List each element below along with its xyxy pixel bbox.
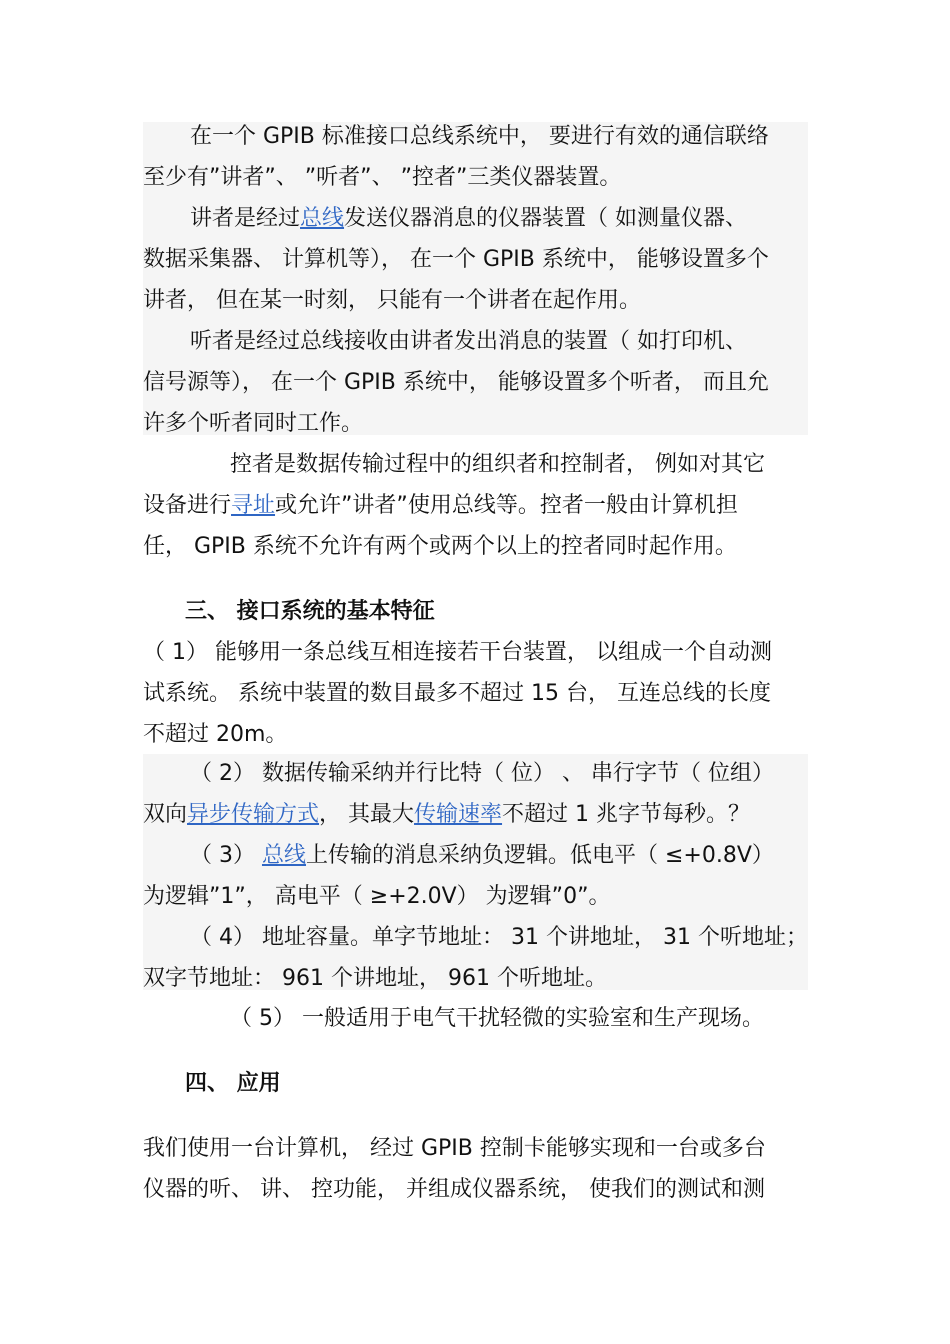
list-item-line <box>190 836 774 876</box>
text-span: 不超过 1 兆字节每秒。？ <box>502 802 751 827</box>
paragraph-line: 仪器的听、 讲、 控功能， 并组成仪器系统， 使我们的测试和测 <box>143 1177 765 1202</box>
list-item-line <box>143 795 750 835</box>
list-item-line: 不超过 20m。 <box>143 722 288 747</box>
async-transfer-link[interactable]: 异步传输方式 <box>187 802 320 827</box>
list-item-line: （ 5） 一般适用于电气干扰轻微的实验室和生产现场。 <box>230 1006 764 1031</box>
paragraph-line: 我们使用一台计算机， 经过 GPIB 控制卡能够实现和一台或多台 <box>143 1136 766 1161</box>
transfer-rate-link[interactable]: 传输速率 <box>414 802 503 827</box>
section-heading: 三、 接口系统的基本特征 <box>185 599 435 624</box>
addressing-link[interactable]: 寻址 <box>231 493 276 518</box>
bus-link[interactable]: 总线 <box>261 843 306 868</box>
text-span: 双向 <box>143 802 188 827</box>
text-span: 或允许”讲者”使用总线等。控者一般由计算机担 <box>275 493 738 518</box>
list-item-line: 试系统。 系统中装置的数目最多不超过 15 台， 互连总线的长度 <box>143 681 771 706</box>
paragraph-line: 控者是数据传输过程中的组织者和控制者， 例如对其它 <box>230 452 765 477</box>
text-span: 设备进行 <box>143 493 232 518</box>
paragraph-line <box>190 199 747 239</box>
paragraph-line: 信号源等）， 在一个 GPIB 系统中， 能够设置多个听者， 而且允 <box>143 370 769 395</box>
list-item-line: （ 2） 数据传输采纳并行比特（ 位） 、 串行字节（ 位组） <box>190 761 774 786</box>
text-span: ， 其最大 <box>319 802 415 827</box>
text-span: 上传输的消息采纳负逻辑。低电平（ ≤+0.8V） <box>306 843 774 868</box>
text-span: 发送仪器消息的仪器装置（ 如测量仪器、 <box>344 206 748 231</box>
text-span: 讲者是经过 <box>190 206 301 231</box>
list-item-line: 双字节地址： 961 个讲地址， 961 个听地址。 <box>143 966 607 991</box>
text-span: （ 3） <box>190 843 262 868</box>
list-item-line: （ 1） 能够用一条总线互相连接若干台装置， 以组成一个自动测 <box>143 640 772 665</box>
list-item-line: 为逻辑”1”， 高电平（ ≥+2.0V） 为逻辑”0”。 <box>143 884 611 909</box>
paragraph-line: 听者是经过总线接收由讲者发出消息的装置（ 如打印机、 <box>190 329 747 354</box>
section-heading: 四、 应用 <box>185 1071 281 1096</box>
paragraph-line: 任， GPIB 系统不允许有两个或两个以上的控者同时起作用。 <box>143 534 737 559</box>
paragraph-line: 在一个 GPIB 标准接口总线系统中， 要进行有效的通信联络 <box>190 124 769 149</box>
paragraph-line: 至少有”讲者”、 ”听者”、 ”控者”三类仪器装置。 <box>143 165 622 190</box>
paragraph-line: 许多个听者同时工作。 <box>143 411 364 436</box>
bus-link[interactable]: 总线 <box>300 206 345 231</box>
list-item-line: （ 4） 地址容量。单字节地址： 31 个讲地址， 31 个听地址； <box>190 925 808 950</box>
paragraph-line: 讲者， 但在某一时刻， 只能有一个讲者在起作用。 <box>143 288 641 313</box>
paragraph-line: 数据采集器、 计算机等）， 在一个 GPIB 系统中， 能够设置多个 <box>143 247 769 272</box>
paragraph-line <box>143 486 738 526</box>
